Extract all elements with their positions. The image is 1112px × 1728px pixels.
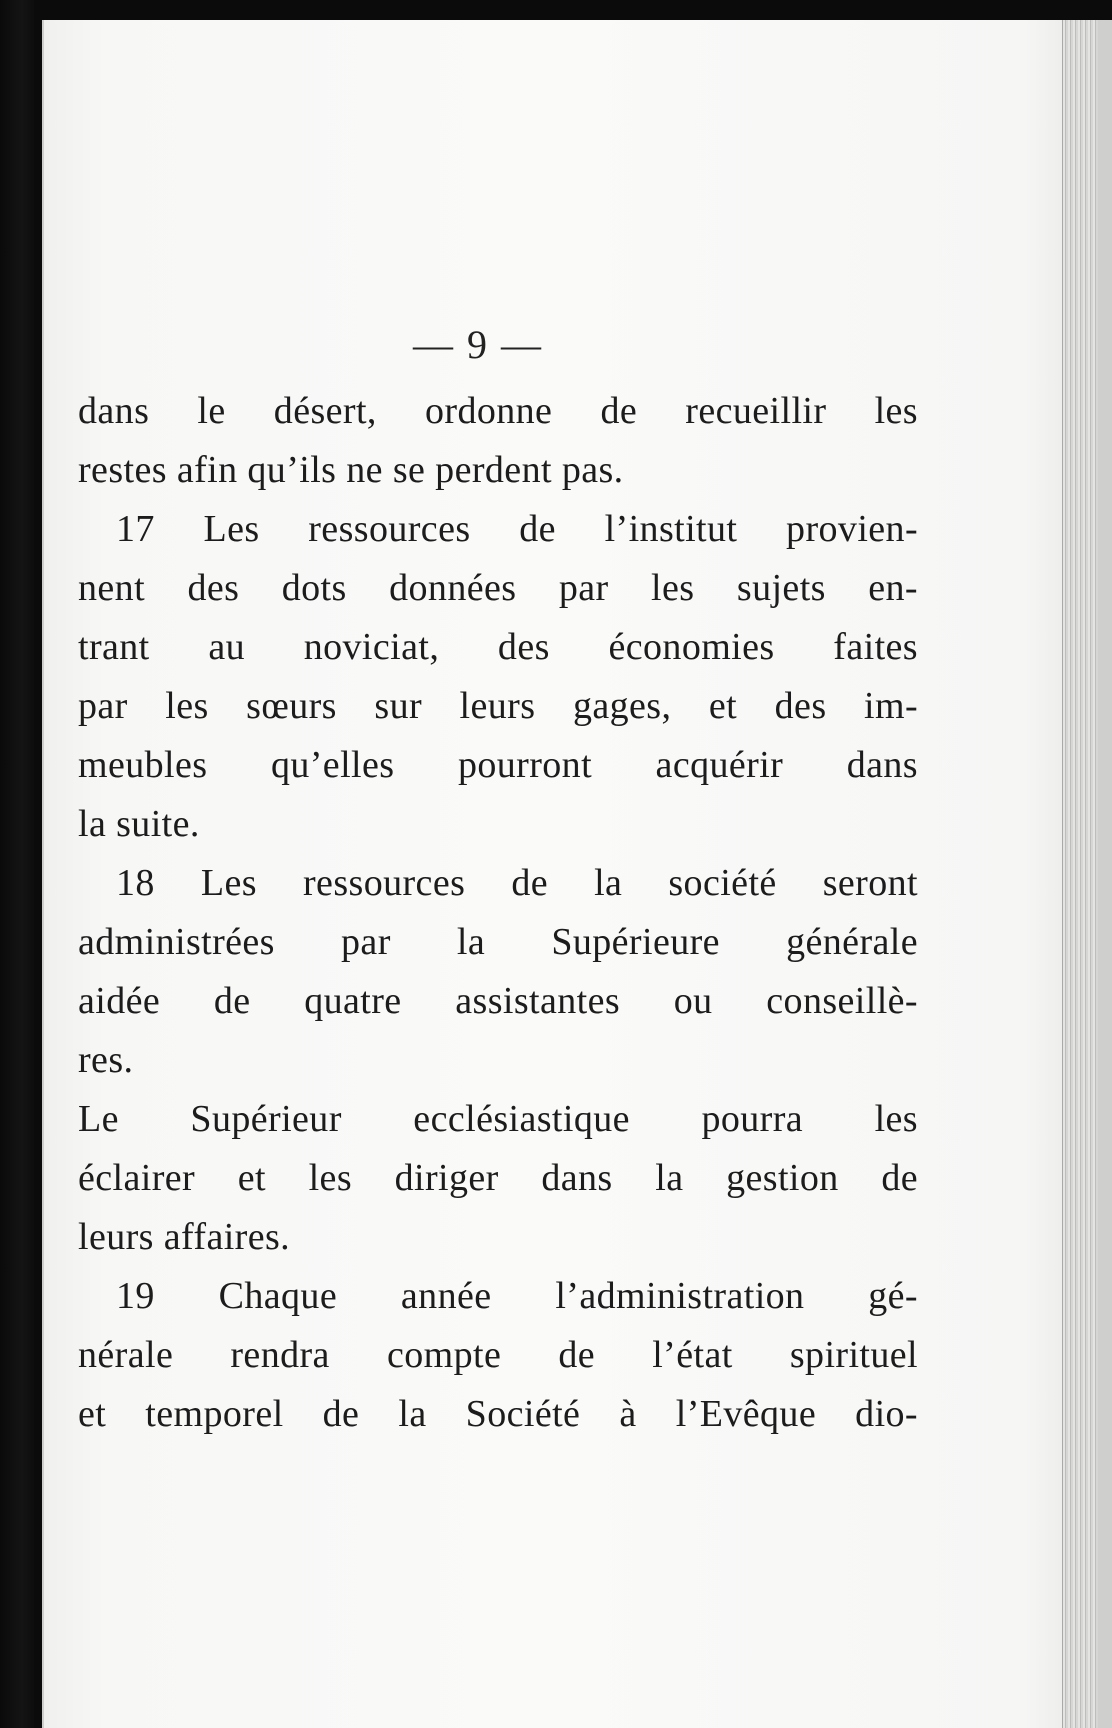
text-line: la suite. <box>78 803 200 845</box>
text-line: et temporel de la Société à l’Evêque dio- <box>78 1393 918 1435</box>
page-text <box>78 318 918 1444</box>
text-line: meubles qu’elles pourront acquérir dans <box>78 744 918 786</box>
text-line: res. <box>78 1039 134 1081</box>
text-line: aidée de quatre assistantes ou conseillè- <box>78 980 918 1022</box>
text-line: 19 Chaque année l’administration gé- <box>116 1275 918 1317</box>
text-line: restes afin qu’ils ne se perdent pas. <box>78 449 624 491</box>
text-line: éclairer et les diriger dans la gestion de <box>78 1157 918 1199</box>
text-line: 17 Les ressources de l’institut provien- <box>116 508 918 550</box>
page-stack-edge <box>1062 20 1099 1728</box>
text-line: dans le désert, ordonne de recueillir les <box>78 390 918 432</box>
text-line: 18 Les ressources de la société seront <box>116 862 918 904</box>
text-line: trant au noviciat, des économies faites <box>78 626 918 668</box>
facing-page-edge <box>0 0 34 1728</box>
text-line: nent des dots données par les sujets en- <box>78 567 918 609</box>
body-text <box>78 382 918 1444</box>
text-line: nérale rendra compte de l’état spirituel <box>78 1334 918 1376</box>
text-line: Le Supérieur ecclésiastique pourra les <box>78 1098 918 1140</box>
text-line: par les sœurs sur leurs gages, et des im- <box>78 685 918 727</box>
text-line: administrées par la Supérieure générale <box>78 921 918 963</box>
text-line: leurs affaires. <box>78 1216 291 1258</box>
page-number: — 9 — <box>413 322 543 367</box>
page-edge-shadow <box>1098 20 1112 1728</box>
